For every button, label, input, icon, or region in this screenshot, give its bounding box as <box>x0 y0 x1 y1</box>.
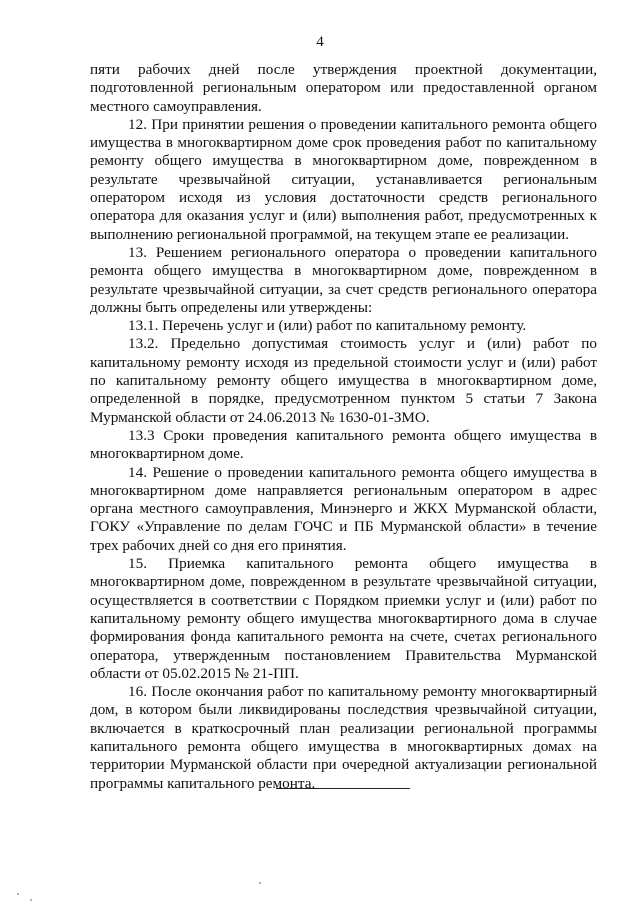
scan-speck <box>17 893 19 895</box>
paragraph-16: 16. После окончания работ по капитальному ремонту многоквартирный дом, в котором были ликвидированы последствия чрезвычайной ситуации, включается в краткосрочный план реализации региональной программы капитального ремонта общего имущества в многоквартирных домах на территории Мурманской области при очередной актуализации региональной программы капитального ремонта. <box>90 683 597 792</box>
paragraph-15: 15. Приемка капитального ремонта общего имущества в многоквартирном доме, поврежденном в результате чрезвычайной ситуации, осуществляется в соответствии с Порядком приемки услуг и (или) работ по капитальному ремонту общего имущества многоквартирного дома в случае формирования фонда капитального ремонта на счете, счетах регионального оператора, утвержденным постановлением Правительства Мурманской области от 05.02.2015 № 21-ПП. <box>90 555 597 682</box>
paragraph-13-3: 13.3 Сроки проведения капитального ремонта общего имущества в многоквартирном доме. <box>90 426 597 463</box>
paragraph-12: 12. При принятии решения о проведении капитального ремонта общего имущества в многоквартирном доме срок проведения работ по капитальному ремонту общего имущества в многоквартирном доме, поврежденном в результате чрезвычайной ситуации, устанавливается региональным оператором исходя из условия достаточности средств регионального оператора для оказания услуг и (или) выполнения работ, предусмотренных к выполнению региональной программой, на текущем этапе ее реализации. <box>90 115 597 243</box>
paragraph-13: 13. Решением регионального оператора о проведении капитального ремонта общего имущества в многоквартирном доме, поврежденном в результате чрезвычайной ситуации, за счет средств регионального оператора должны быть определены или утверждены: <box>90 243 597 316</box>
paragraph-14: 14. Решение о проведении капитального ремонта общего имущества в многоквартирном доме направляется региональным оператором в адрес органа местного самоуправления, Минэнерго и ЖКХ Мурманской области, ГОКУ «Управление по делам ГОЧС и ПБ Мурманской области» в течение трех рабочих дней со дня его принятия. <box>90 463 597 554</box>
page-number: 4 <box>316 34 324 50</box>
end-separator-line <box>276 788 410 789</box>
scan-speck <box>30 899 32 901</box>
document-body <box>90 61 597 793</box>
paragraph-13-1: 13.1. Перечень услуг и (или) работ по капитальному ремонту. <box>128 317 527 335</box>
scan-speck <box>259 882 261 884</box>
paragraph-continuation: пяти рабочих дней после утверждения проектной документации, подготовленной региональным оператором или предоставленной органом местного самоуправления. <box>90 61 597 115</box>
paragraph-13-2: 13.2. Предельно допустимая стоимость услуг и (или) работ по капитальному ремонту исходя из предельной стоимости услуг и (или) работ по капитальному ремонту общего имущества в многоквартирном доме, определенной в порядке, предусмотренном пунктом 5 статьи 7 Закона Мурманской области от 24.06.2013 № 1630-01-ЗМО. <box>90 335 597 426</box>
